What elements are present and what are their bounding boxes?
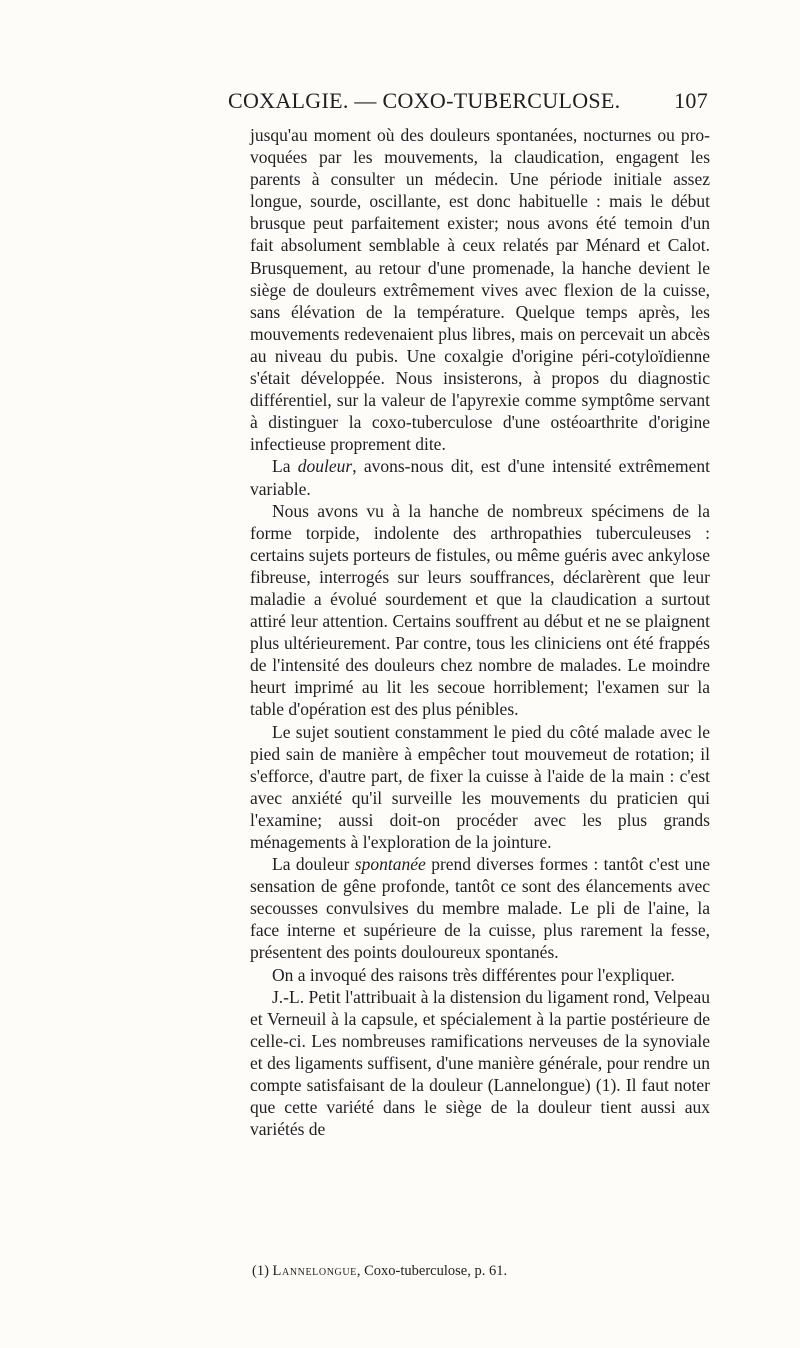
paragraph-2: La douleur, avons-nous dit, est d'une intensité extrêmement variable. bbox=[250, 456, 710, 499]
running-title: COXALGIE. — COXO-TUBERCULOSE. bbox=[228, 88, 621, 113]
emphasis-spontanee: spontanée bbox=[354, 854, 426, 875]
running-header bbox=[228, 88, 708, 118]
paragraph-6: On a invoqué des raisons très différentes pour l'expliquer. bbox=[272, 964, 675, 985]
page-number: 107 bbox=[674, 88, 708, 113]
body-text bbox=[250, 124, 710, 1140]
footnote-text: , Coxo-tuberculose, p. 61. bbox=[356, 1263, 508, 1279]
footnote-author: Lannelongue bbox=[272, 1263, 357, 1279]
paragraph-3: Nous avons vu à la hanche de nombreux spécimens de la forme torpide, indolente des arthropathies tuberculeuses : certains sujets porteurs de fistules, ou même guéris avec ankylose fibreuse, interrogés sur leurs souffrances, déclarèrent que leur maladie a évolué sourdement et que la claudication a surtout attiré leur attention. Certains souffrent au début et ne se plaignent plus ultérieurement. Par contre, tous les cliniciens ont été frappés de l'intensité des douleurs chez nombre de malades. Le moindre heurt imprimé au lit les secoue horriblement; l'examen sur la table d'opération est des plus pénibles. bbox=[250, 500, 710, 720]
paragraph-4: Le sujet soutient constamment le pied du côté malade avec le pied sain de manière à empêcher tout mouvemeut de rotation; il s'efforce, d'autre part, de fixer la cuisse à l'aide de la main : c'est avec anxiété qu'il surveille les mouvements du praticien qui l'examine; aussi doit-on procéder avec les plus grands ménagements à l'exploration de la jointure. bbox=[250, 721, 710, 852]
footnote-marker: (1) bbox=[252, 1263, 269, 1279]
paragraph-1: jusqu'au moment où des douleurs spontanées, nocturnes ou pro-voquées par les mouvements, la claudication, engagent les parents à consulter un médecin. Une période initiale assez longue, sourde, oscillante, est donc habituelle : mais le début brusque peut parfaitement exister; nous avons été temoin d'un fait absolument semblable à ceux relatés par Ménard et Calot. Brusquement, au retour d'une promenade, la hanche devient le siège de douleurs extrêmement vives avec flexion de la cuisse, sans élévation de la température. Quelque temps après, les mouvements redevenaient plus libres, mais on percevait un abcès au niveau du pubis. Une coxalgie d'origine péri-cotyloïdienne s'était développée. Nous insisterons, à propos du diagnostic différentiel, sur la valeur de l'apyrexie comme symptôme servant à distinguer la coxo-tuberculose d'une ostéoarthrite d'origine infectieuse proprement dite. bbox=[250, 125, 710, 455]
emphasis-douleur: douleur bbox=[297, 456, 353, 477]
paragraph-7: J.-L. Petit l'attribuait à la distension du ligament rond, Velpeau et Verneuil à la capsule, et spécialement à la partie postérieure de celle-ci. Les nombreuses ramifications nerveuses de la synoviale et des ligaments suffisent, d'une manière générale, pour rendre un compte satisfaisant de la douleur (Lannelongue) (1). Il faut noter que cette variété dans le siège de la douleur tient aussi aux variétés de bbox=[250, 986, 710, 1140]
paragraph-5: La douleur spontanée prend diverses formes : tantôt c'est une sensation de gêne profonde, tantôt ce sont des élancements avec secousses convulsives du membre malade. Le pli de l'aine, la face interne et supérieure de la cuisse, plus rarement la fesse, présentent des points douloureux spontanés. bbox=[250, 854, 710, 963]
footnote bbox=[252, 1263, 712, 1280]
